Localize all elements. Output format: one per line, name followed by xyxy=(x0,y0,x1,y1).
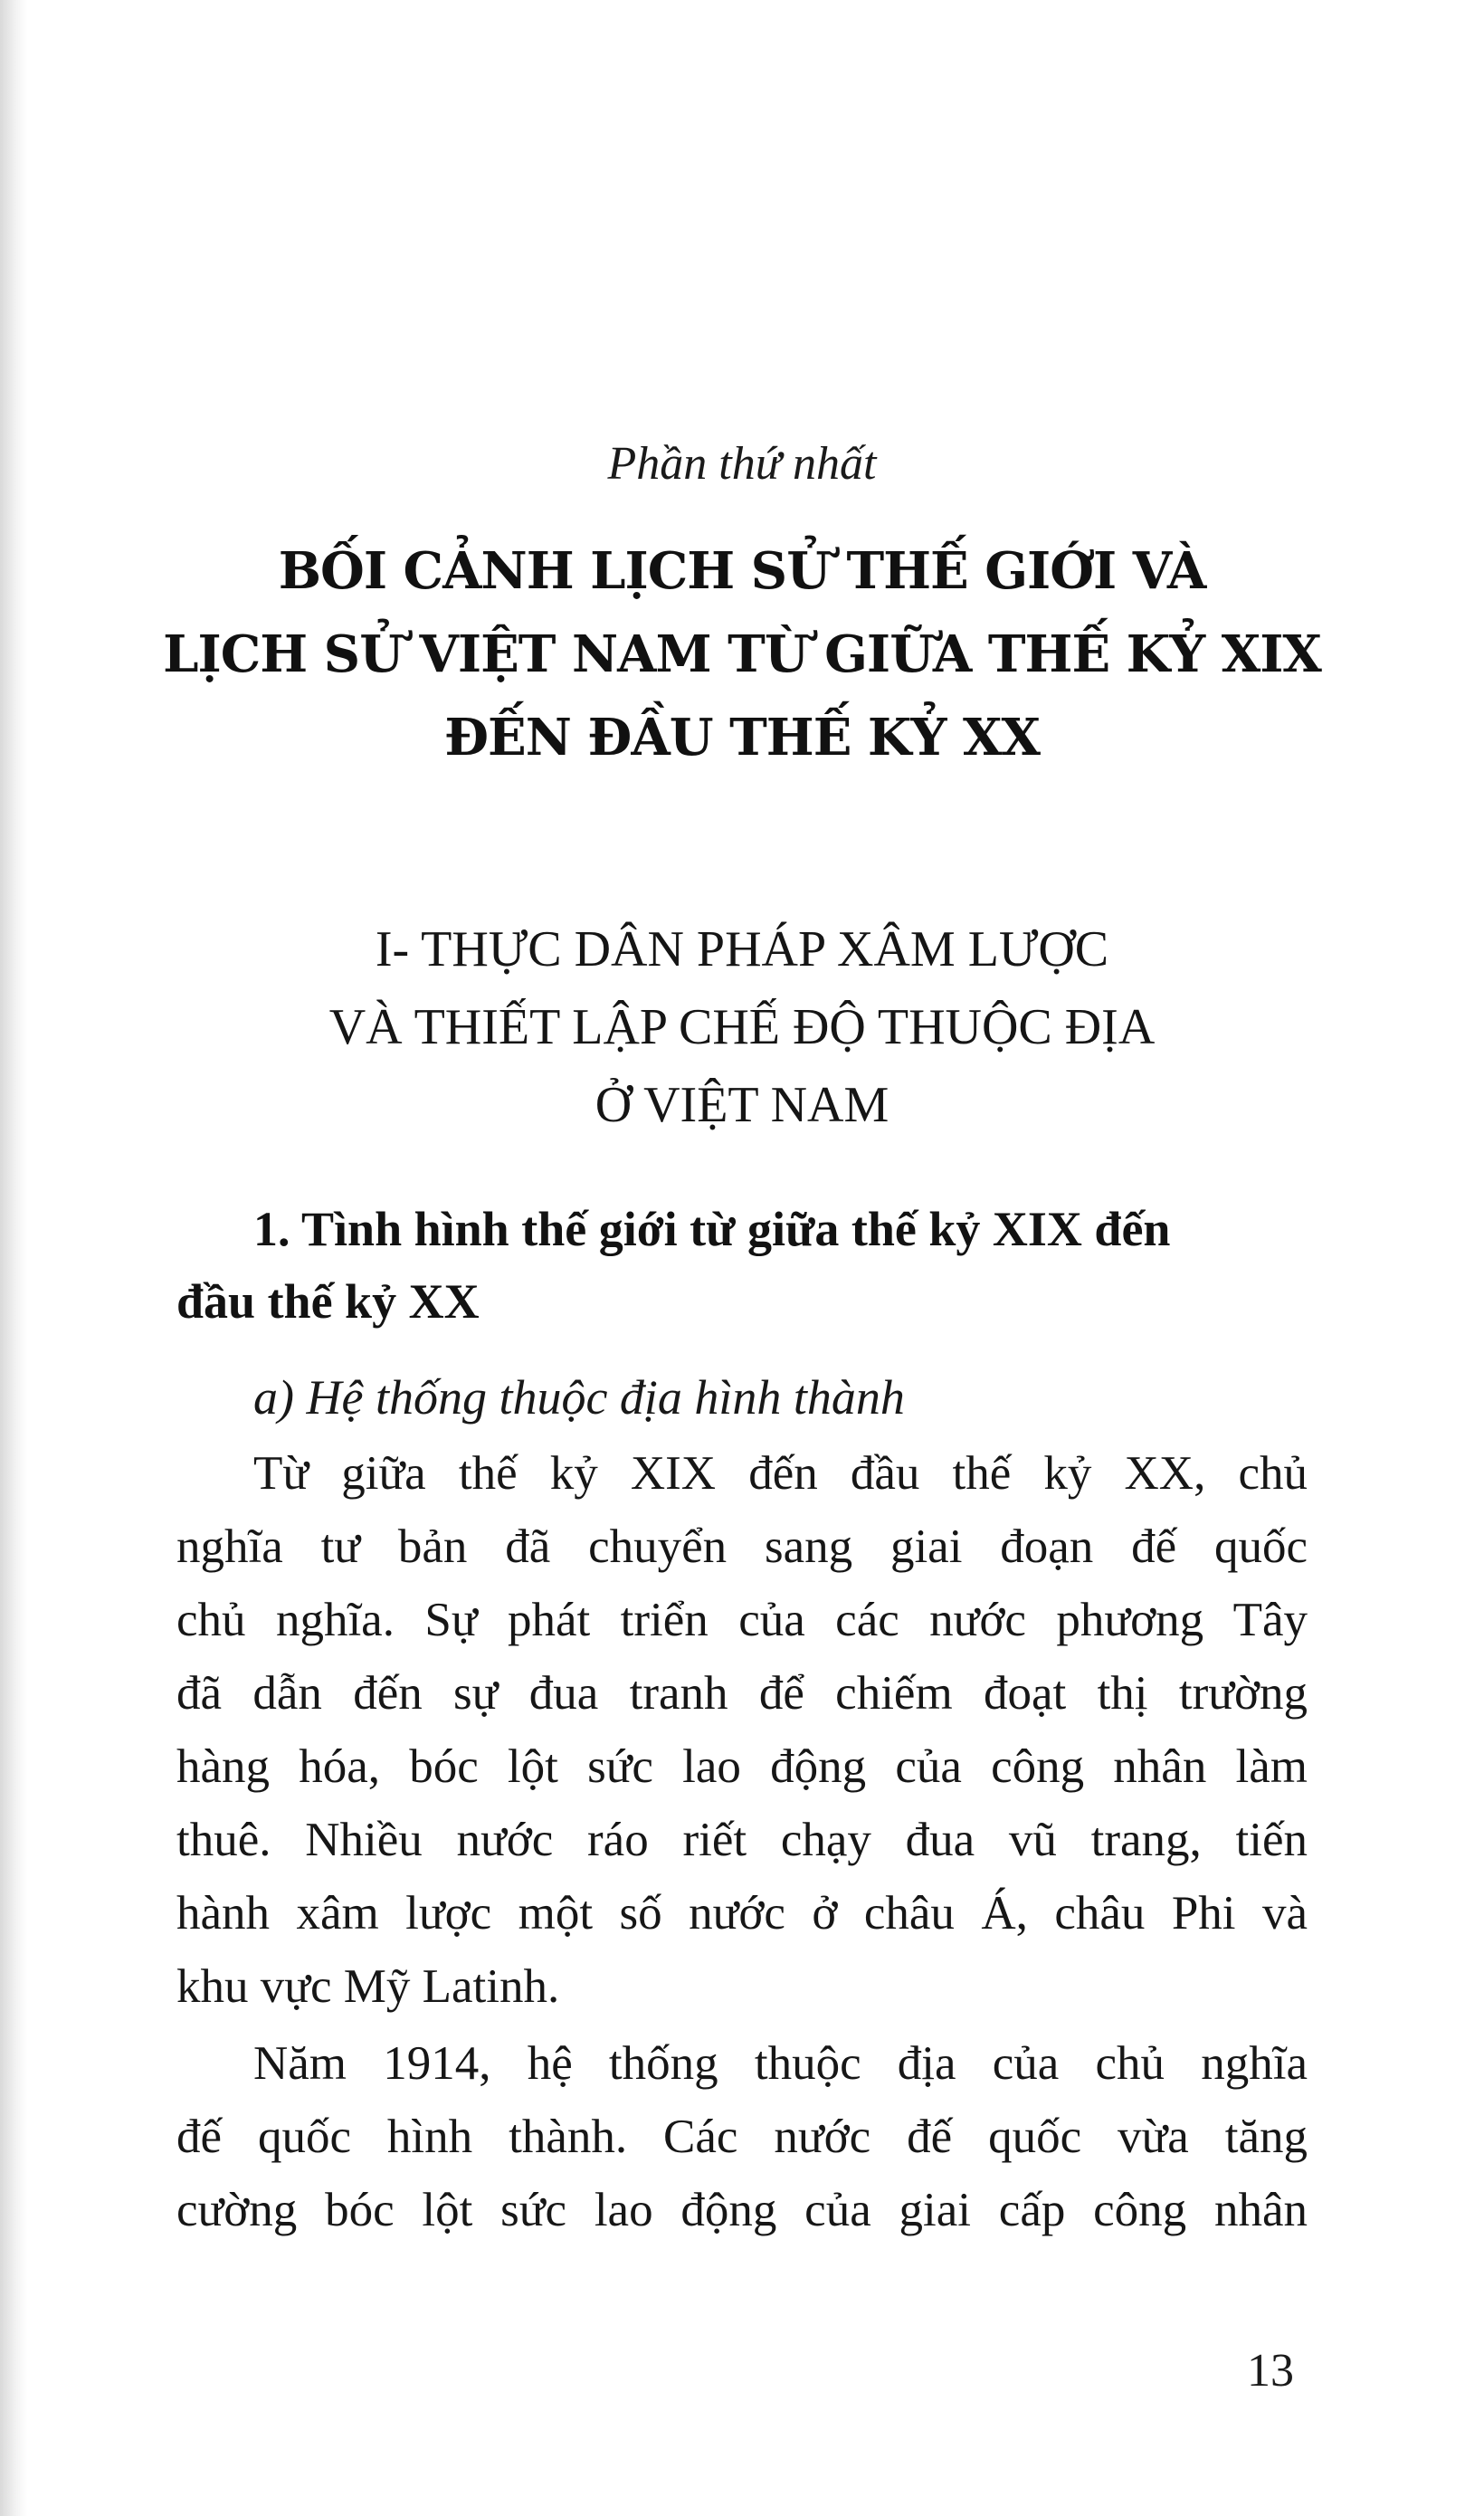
section-title-line: Ở VIỆT NAM xyxy=(595,1077,889,1133)
part-label: Phần thứ nhất xyxy=(607,438,877,490)
part-title-line: BỐI CẢNH LỊCH SỬ THẾ GIỚI VÀ xyxy=(278,541,1206,601)
paragraph-line: chủ nghĩa. Sự phát triển của các nước phương Tây xyxy=(176,1594,1308,1646)
paragraph-line: Năm 1914, hệ thống thuộc địa của chủ nghĩa xyxy=(253,2037,1308,2090)
paragraph-line: đế quốc hình thành. Các nước đế quốc vừa tăng xyxy=(176,2111,1308,2163)
section-title-line: VÀ THIẾT LẬP CHẾ ĐỘ THUỘC ĐỊA xyxy=(328,999,1156,1055)
part-title xyxy=(163,529,1321,779)
section-title xyxy=(181,910,1303,1144)
paragraph-2 xyxy=(176,2027,1308,2247)
item-heading: a) Hệ thống thuộc địa hình thành xyxy=(253,1370,905,1425)
subsection-title-line: đầu thế kỷ XX xyxy=(176,1274,480,1329)
paragraph-line: đã dẫn đến sự đua tranh để chiếm đoạt thị trường xyxy=(176,1667,1308,1720)
paragraph-line: nghĩa tư bản đã chuyển sang giai đoạn đế quốc xyxy=(176,1520,1308,1573)
section-title-line: I- THỰC DÂN PHÁP XÂM LƯỢC xyxy=(375,921,1109,977)
paragraph-line: thuê. Nhiều nước ráo riết chạy đua vũ trang, tiến xyxy=(176,1814,1308,1866)
paragraph-line: hàng hóa, bóc lột sức lao động của công nhân làm xyxy=(176,1740,1308,1793)
paragraph-line: Từ giữa thế kỷ XIX đến đầu thế kỷ XX, chủ xyxy=(253,1447,1308,1500)
paragraph-line: khu vực Mỹ Latinh. xyxy=(176,1960,560,2013)
paragraph-line: cường bóc lột sức lao động của giai cấp công nhân xyxy=(176,2184,1308,2236)
paragraph-1 xyxy=(176,1437,1308,2024)
page-number: 13 xyxy=(1247,2345,1294,2397)
page-edge-shadow xyxy=(0,0,27,2516)
paragraph-line: hành xâm lược một số nước ở châu Á, châu Phi và xyxy=(176,1887,1308,1939)
subsection-title xyxy=(176,1193,1308,1338)
part-title-line: LỊCH SỬ VIỆT NAM TỪ GIỮA THẾ KỶ XIX xyxy=(163,624,1321,684)
part-title-line: ĐẾN ĐẦU THẾ KỶ XX xyxy=(444,708,1040,767)
subsection-title-line: 1. Tình hình thế giới từ giữa thế kỷ XIX đến xyxy=(253,1202,1171,1256)
